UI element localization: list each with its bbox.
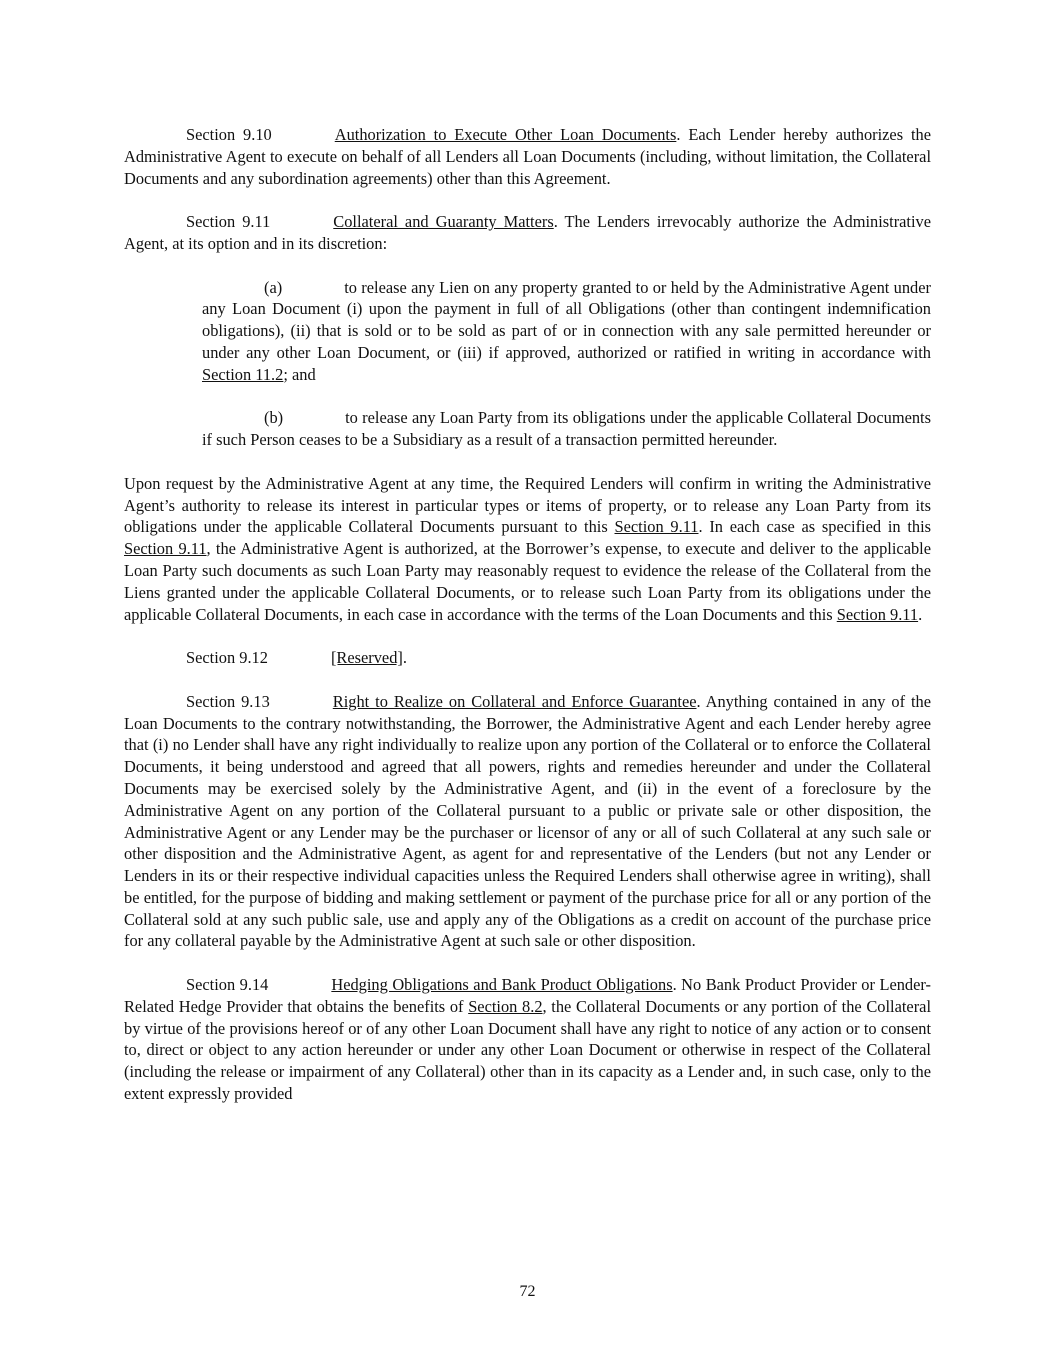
section-label: Section 9.11 xyxy=(186,212,271,232)
clause-b xyxy=(202,407,931,451)
paragraph-text: . xyxy=(918,604,923,624)
section-text: . The Lenders irrevocably authorize the Administrative Agent, at its option and in its discretion: xyxy=(124,212,932,253)
clause-a xyxy=(202,277,931,386)
section-9-11-continuation xyxy=(124,473,931,626)
section-9-14 xyxy=(124,974,931,1105)
clause-label: (b) xyxy=(264,408,284,428)
clause-text: to release any Lien on any property granted to or held by the Administrative Agent under any Loan Document (i) upon the payment in full of all Obligations (other than contingent indemnification obligations), (ii) that is sold or to be sold as part of or in connection with any sale permitted hereunder or under any other Loan Document, or (iii) if approved, authorized or ratified in writing in accordance with xyxy=(202,277,931,362)
clause-text: to release any Loan Party from its obligations under the applicable Collateral Documents if such Person ceases to be a Subsidiary as a result of a transaction permitted hereunder. xyxy=(202,408,931,450)
section-title: Hedging Obligations and Bank Product Obligations xyxy=(331,975,673,995)
clause-text-end: ; and xyxy=(283,364,316,384)
section-text: . Each Lender hereby authorizes the Administrative Agent to execute on behalf of all Lenders all Loan Documents (including, without limitation, the Collateral Documents and any subordination agreements) other than this Agreement. xyxy=(124,125,931,188)
clause-label: (a) xyxy=(264,277,283,297)
cross-reference: Section 11.2 xyxy=(202,364,284,384)
document-page xyxy=(124,124,931,1127)
page-number: 72 xyxy=(519,1283,536,1300)
section-text: . Anything contained in any of the Loan Documents to the contrary notwithstanding, the Borrower, the Administrative Agent and each Lender hereby agree that (i) no Lender shall have any right individually to realize upon any portion of the Collateral or to enforce the Collateral Documents, it being understood and agreed that all powers, rights and remedies hereunder and under the Collateral Documents may be exercised solely by the Administrative Agent, and (ii) in the event of a foreclosure by the Administrative Agent on any portion of the Collateral pursuant to a public or private sale or other disposition, the Administrative Agent or any Lender may be the purchaser or licensor of any or all of such Collateral at any such sale or other disposition and the Administrative Agent, as agent for and representative of the Lenders (but not any Lender or Lenders in its or their respective individual capacities unless the Required Lenders shall otherwise agree in writing), shall be entitled, for the purpose of bidding and making settlement or payment of the purchase price for all or any portion of the Collateral sold at any such public sale, use and apply any of the Obligations as a credit on account of the purchase price for any collateral payable by the Administrative Agent at such sale or other disposition. xyxy=(124,691,931,951)
section-text: , the Collateral Documents or any portion of the Collateral by virtue of the provisions hereof or of any other Loan Document shall have any right to notice of any action or to consent to, direct or object to any action hereunder or under any other Loan Document or otherwise in respect of the Collateral (including the release or impairment of any Collateral) other than in its capacity as a Lender and, in such case, only to the extent expressly provided xyxy=(124,996,931,1104)
section-label: Section 9.14 xyxy=(186,975,269,995)
section-label: Section 9.10 xyxy=(186,125,272,144)
section-text: . xyxy=(402,648,407,668)
section-title: Authorization to Execute Other Loan Documents xyxy=(334,125,677,144)
cross-reference: Section 9.11 xyxy=(614,517,699,537)
section-9-10 xyxy=(124,124,931,189)
section-title: Collateral and Guaranty Matters xyxy=(333,212,554,232)
section-9-11 xyxy=(124,211,931,255)
section-label: Section 9.12 xyxy=(186,648,268,668)
section-text: . No Bank Product Provider or Lender-Related Hedge Provider that obtains the benefits of xyxy=(124,975,931,1016)
section-9-13 xyxy=(124,691,931,953)
cross-reference: Section 8.2 xyxy=(468,996,543,1016)
cross-reference: Section 9.11 xyxy=(124,539,207,559)
paragraph-text: Upon request by the Administrative Agent at any time, the Required Lenders will confirm in writing the Administrative Agent’s authority to release its interest in particular types or items of property, or to release any Loan Party from its obligations under the applicable Collateral Documents pursuant to this xyxy=(124,473,931,537)
paragraph-text: , the Administrative Agent is authorized, at the Borrower’s expense, to execute and deliver to the applicable Loan Party such documents as such Loan Party may reasonably request to evidence the release of the Collateral from the Liens granted under the applicable Collateral Documents, or to release such Loan Party from its obligations under the applicable Collateral Documents, in each case in accordance with the terms of the Loan Documents and this xyxy=(124,539,931,624)
paragraph-text: . In each case as specified in this xyxy=(698,517,932,537)
cross-reference: Section 9.11 xyxy=(836,604,919,624)
section-title: [Reserved] xyxy=(330,648,403,668)
section-label: Section 9.13 xyxy=(186,691,270,711)
section-9-12 xyxy=(124,647,931,669)
section-title: Right to Realize on Collateral and Enforce Guarantee xyxy=(332,691,697,711)
